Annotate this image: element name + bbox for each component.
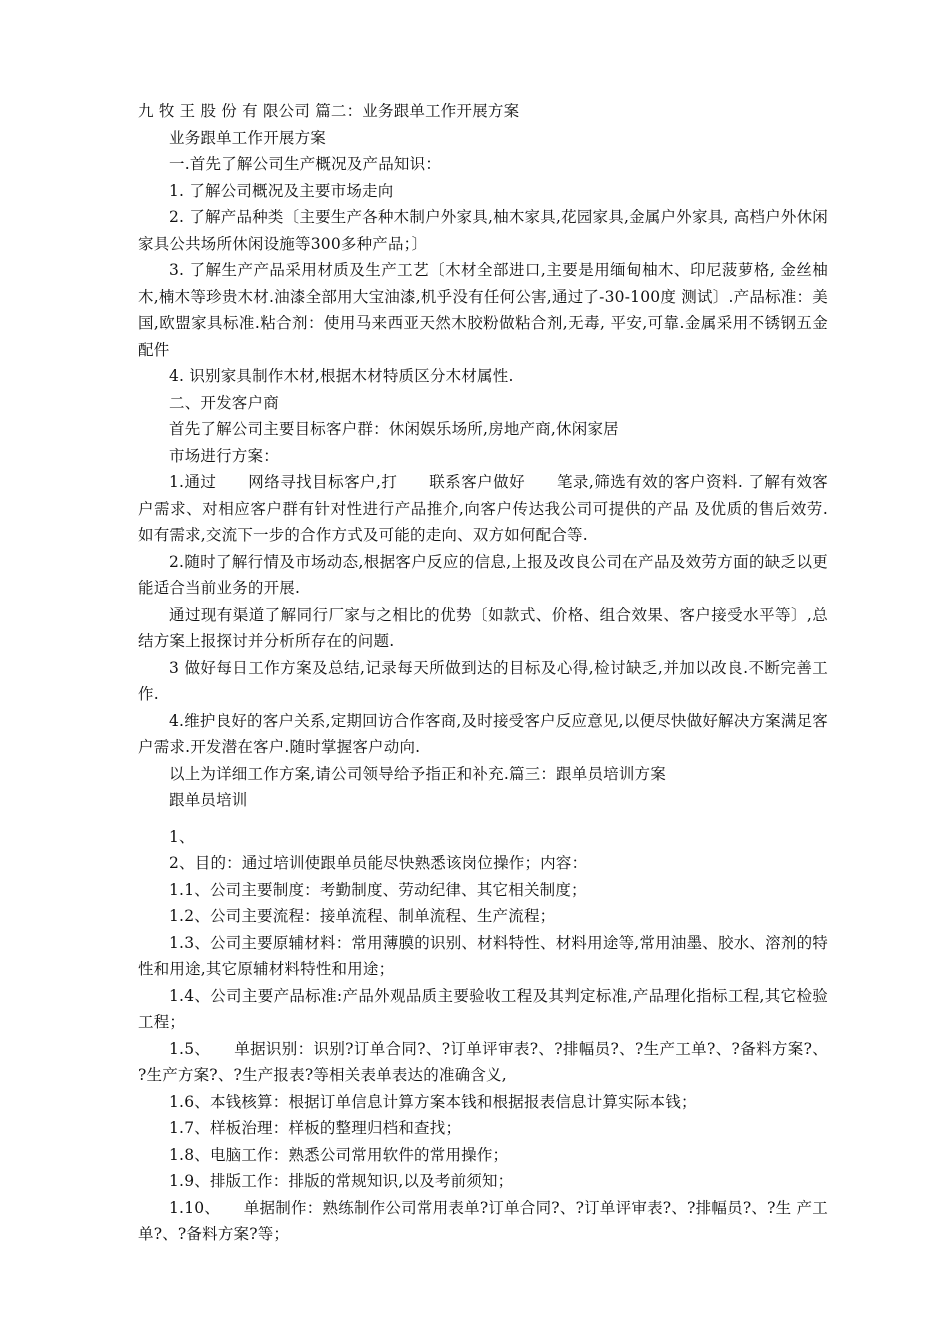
paragraph: 1.2、公司主要流程：接单流程、制单流程、生产流程； bbox=[169, 907, 556, 925]
paragraph: 以上为详细工作方案,请公司领导给予指正和补充.篇三：跟单员培训方案 bbox=[169, 764, 666, 783]
paragraph: 市场进行方案： bbox=[169, 446, 279, 465]
paragraph: 1.1、公司主要制度：考勤制度、劳动纪律、其它相关制度； bbox=[169, 880, 587, 899]
paragraph: 1. 了解公司概况及主要市场走向 bbox=[169, 181, 394, 200]
paragraph: 首先了解公司主要目标客户群：休闲娱乐场所,房地产商,休闲家居 bbox=[169, 420, 619, 438]
paragraph: 1、 bbox=[169, 827, 195, 846]
paragraph: 业务跟单工作开展方案 bbox=[169, 128, 327, 147]
paragraph: 4. 识别家具制作木材,根据木材特质区分木材属性. bbox=[169, 367, 514, 385]
paragraph: 二、开发客户商 bbox=[169, 393, 279, 412]
paragraph: 3. 了解生产产品采用材质及生产工艺〔木材全部进口,主要是用缅甸柚木、印尼菠萝格, 金丝柚木,楠木等珍贵木材.油漆全部用大宝油漆,机乎没有任何公害,通过了-30-100度 测试〕.产品标准：美国,欧盟家具标准.粘合剂：使用马来西亚天然木胶粉做粘合剂,无毒, 平安,可靠.金属采用不锈钢五金配件 bbox=[138, 261, 828, 359]
paragraph: 1.5、 单据识别：识别?订单合同?、?订单评审表?、?排幅员?、?生产工单?、?备料方案?、 ?生产方案?、?生产报表?等相关表单表达的准确含义, bbox=[138, 1039, 828, 1084]
paragraph: 1.7、样板治理：样板的整理归档和查找； bbox=[169, 1119, 462, 1137]
paragraph: 3 做好每日工作方案及总结,记录每天所做到达的目标及心得,检讨缺乏,并加以改良.不断完善工作. bbox=[138, 658, 828, 703]
paragraph: 通过现有渠道了解同行厂家与之相比的优势〔如款式、价格、组合效果、客户接受水平等〕,总结方案上报探讨并分析所存在的问题. bbox=[138, 605, 828, 650]
paragraph: 1.4、公司主要产品标准:产品外观品质主要验收工程及其判定标准,产品理化指标工程,其它检验工程； bbox=[138, 986, 828, 1031]
paragraph: 1.通过 网络寻找目标客户,打 联系客户做好 笔录,筛选有效的客户资料. 了解有效客户需求、对相应客户群有针对性进行产品推介,向客户传达我公司可提供的产品 及优质的售后效劳.如有需求,交流下一步的合作方式及可能的走向、双方如何配合等. bbox=[138, 473, 828, 544]
paragraph: 2、目的：通过培训使跟单员能尽快熟悉该岗位操作；内容： bbox=[169, 854, 588, 872]
paragraph: 1.6、本钱核算：根据订单信息计算方案本钱和根据报表信息计算实际本钱； bbox=[169, 1092, 697, 1111]
paragraph: 跟单员培训 bbox=[169, 791, 248, 809]
paragraph: 4.维护良好的客户关系,定期回访合作客商,及时接受客户反应意见,以便尽快做好解决方案满足客户需求.开发潜在客户.随时掌握客户动向. bbox=[138, 711, 828, 756]
paragraph: 1.8、电脑工作：熟悉公司常用软件的常用操作； bbox=[169, 1145, 509, 1164]
paragraph: 2. 了解产品种类〔主要生产各种木制户外家具,柚木家具,花园家具,金属户外家具, 高档户外休闲家具公共场所休闲设施等300多种产品；〕 bbox=[138, 208, 828, 253]
paragraph: 1.3、公司主要原辅材料：常用薄膜的识别、材料特性、材料用途等,常用油墨、胶水、溶剂的特性和用途,其它原辅材料特性和用途； bbox=[138, 933, 828, 978]
paragraph: 2.随时了解行情及市场动态,根据客户反应的信息,上报及改良公司在产品及效劳方面的缺乏以更能适合当前业务的开展. bbox=[138, 552, 828, 597]
paragraph: 1.9、排版工作：排版的常规知识,以及考前须知； bbox=[169, 1172, 514, 1190]
paragraph: 一.首先了解公司生产概况及产品知识： bbox=[169, 155, 442, 173]
paragraph: 九 牧 王 股 份 有 限公司 篇二：业务跟单工作开展方案 bbox=[138, 102, 520, 120]
document-body bbox=[138, 98, 828, 1248]
paragraph: 1.10、 单据制作：熟练制作公司常用表单?订单合同?、?订单评审表?、?排幅员?、?生 产工单?、?备料方案?等； bbox=[138, 1198, 828, 1243]
